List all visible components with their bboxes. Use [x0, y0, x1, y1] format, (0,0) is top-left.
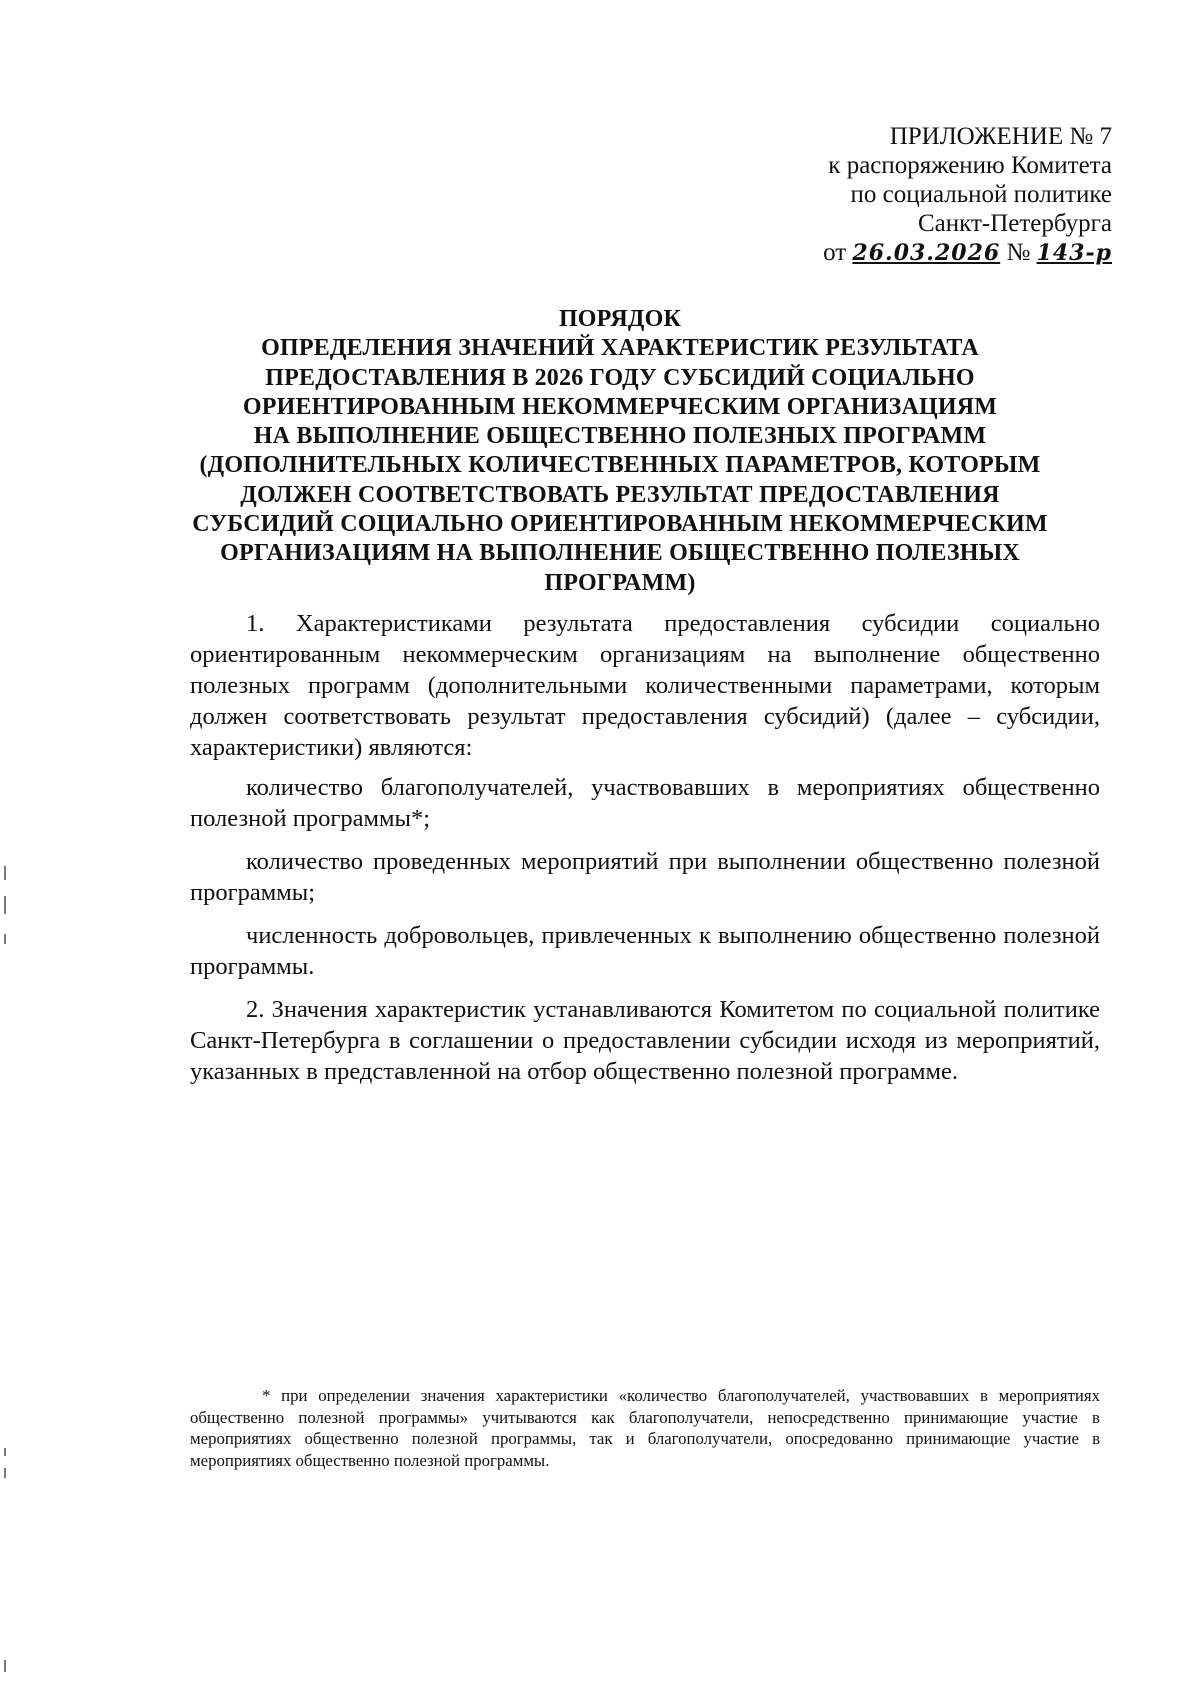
annex-order-line: к распоряжению Комитета: [828, 152, 1112, 179]
title-line: ОРГАНИЗАЦИЯМ НА ВЫПОЛНЕНИЕ ОБЩЕСТВЕННО ПОЛЕЗНЫХ: [220, 540, 1020, 567]
handwritten-number: 143-р: [1036, 240, 1112, 266]
annex-city-line: Санкт-Петербурга: [917, 210, 1112, 237]
paragraph-1-characteristics: 1. Характеристиками результата предоставления субсидии социально ориентированным некоммерческим организациям на выполнение общественно полезных программ (дополнительными количественными параметрами, которым должен соответствовать результат предоставления субсидий) (далее – субсидии, характеристики) являются:: [190, 610, 1100, 761]
number-prefix: №: [1006, 239, 1031, 266]
title-line: ПРОГРАММ): [544, 569, 696, 596]
handwritten-date: 26.03.2026: [852, 240, 1001, 266]
paragraph-volunteers-count: численность добровольцев, привлеченных к выполнению общественно полезной программы.: [190, 922, 1100, 980]
paragraph-events-count: количество проведенных мероприятий при выполнении общественно полезной программы;: [190, 848, 1100, 906]
scan-margin-mark: [4, 1468, 6, 1478]
scan-margin-mark: [4, 1660, 6, 1672]
annex-committee-line: по социальной политике: [850, 181, 1112, 208]
title-line: ПРЕДОСТАВЛЕНИЯ В 2026 ГОДУ СУБСИДИЙ СОЦИАЛЬНО: [265, 364, 975, 391]
scan-margin-mark: [4, 866, 6, 880]
annex-number: ПРИЛОЖЕНИЕ № 7: [889, 123, 1112, 150]
title-line: (ДОПОЛНИТЕЛЬНЫХ КОЛИЧЕСТВЕННЫХ ПАРАМЕТРОВ, КОТОРЫМ: [199, 452, 1041, 479]
scan-margin-mark: [4, 1448, 6, 1456]
date-prefix: от: [823, 239, 847, 266]
document-title: [190, 305, 1050, 598]
scan-margin-mark: [4, 934, 6, 944]
paragraph-beneficiaries-count: количество благополучателей, участвовавших в мероприятиях общественно полезной программы*;: [190, 774, 1100, 832]
title-line: СУБСИДИЙ СОЦИАЛЬНО ОРИЕНТИРОВАННЫМ НЕКОММЕРЧЕСКИМ: [192, 511, 1048, 538]
paragraph-2-values: 2. Значения характеристик устанавливаются Комитетом по социальной политике Санкт-Петербурга в соглашении о предоставлении субсидии исходя из мероприятий, указанных в представленной на отбор общественно полезной программе.: [190, 996, 1100, 1085]
footnote: * при определении значения характеристики «количество благополучателей, участвовавших в мероприятиях общественно полезной программы» учитываются как благополучатели, непосредственно принимающие участие в мероприятиях общественно полезной программы, так и благополучатели, опосредованно принимающие участие в мероприятиях общественно полезной программы.: [190, 1386, 1100, 1470]
title-line: ДОЛЖЕН СООТВЕТСТВОВАТЬ РЕЗУЛЬТАТ ПРЕДОСТАВЛЕНИЯ: [240, 481, 1000, 508]
scan-margin-mark: [4, 896, 6, 914]
title-line: ОРИЕНТИРОВАННЫМ НЕКОММЕРЧЕСКИМ ОРГАНИЗАЦИЯМ: [242, 393, 998, 420]
annex-date-line: [823, 238, 1112, 268]
title-line: НА ВЫПОЛНЕНИЕ ОБЩЕСТВЕННО ПОЛЕЗНЫХ ПРОГРАММ: [253, 423, 987, 450]
annex-header: [823, 122, 1112, 268]
title-line: ПОРЯДОК: [558, 306, 682, 332]
title-line: ОПРЕДЕЛЕНИЯ ЗНАЧЕНИЙ ХАРАКТЕРИСТИК РЕЗУЛЬТАТА: [261, 335, 979, 362]
